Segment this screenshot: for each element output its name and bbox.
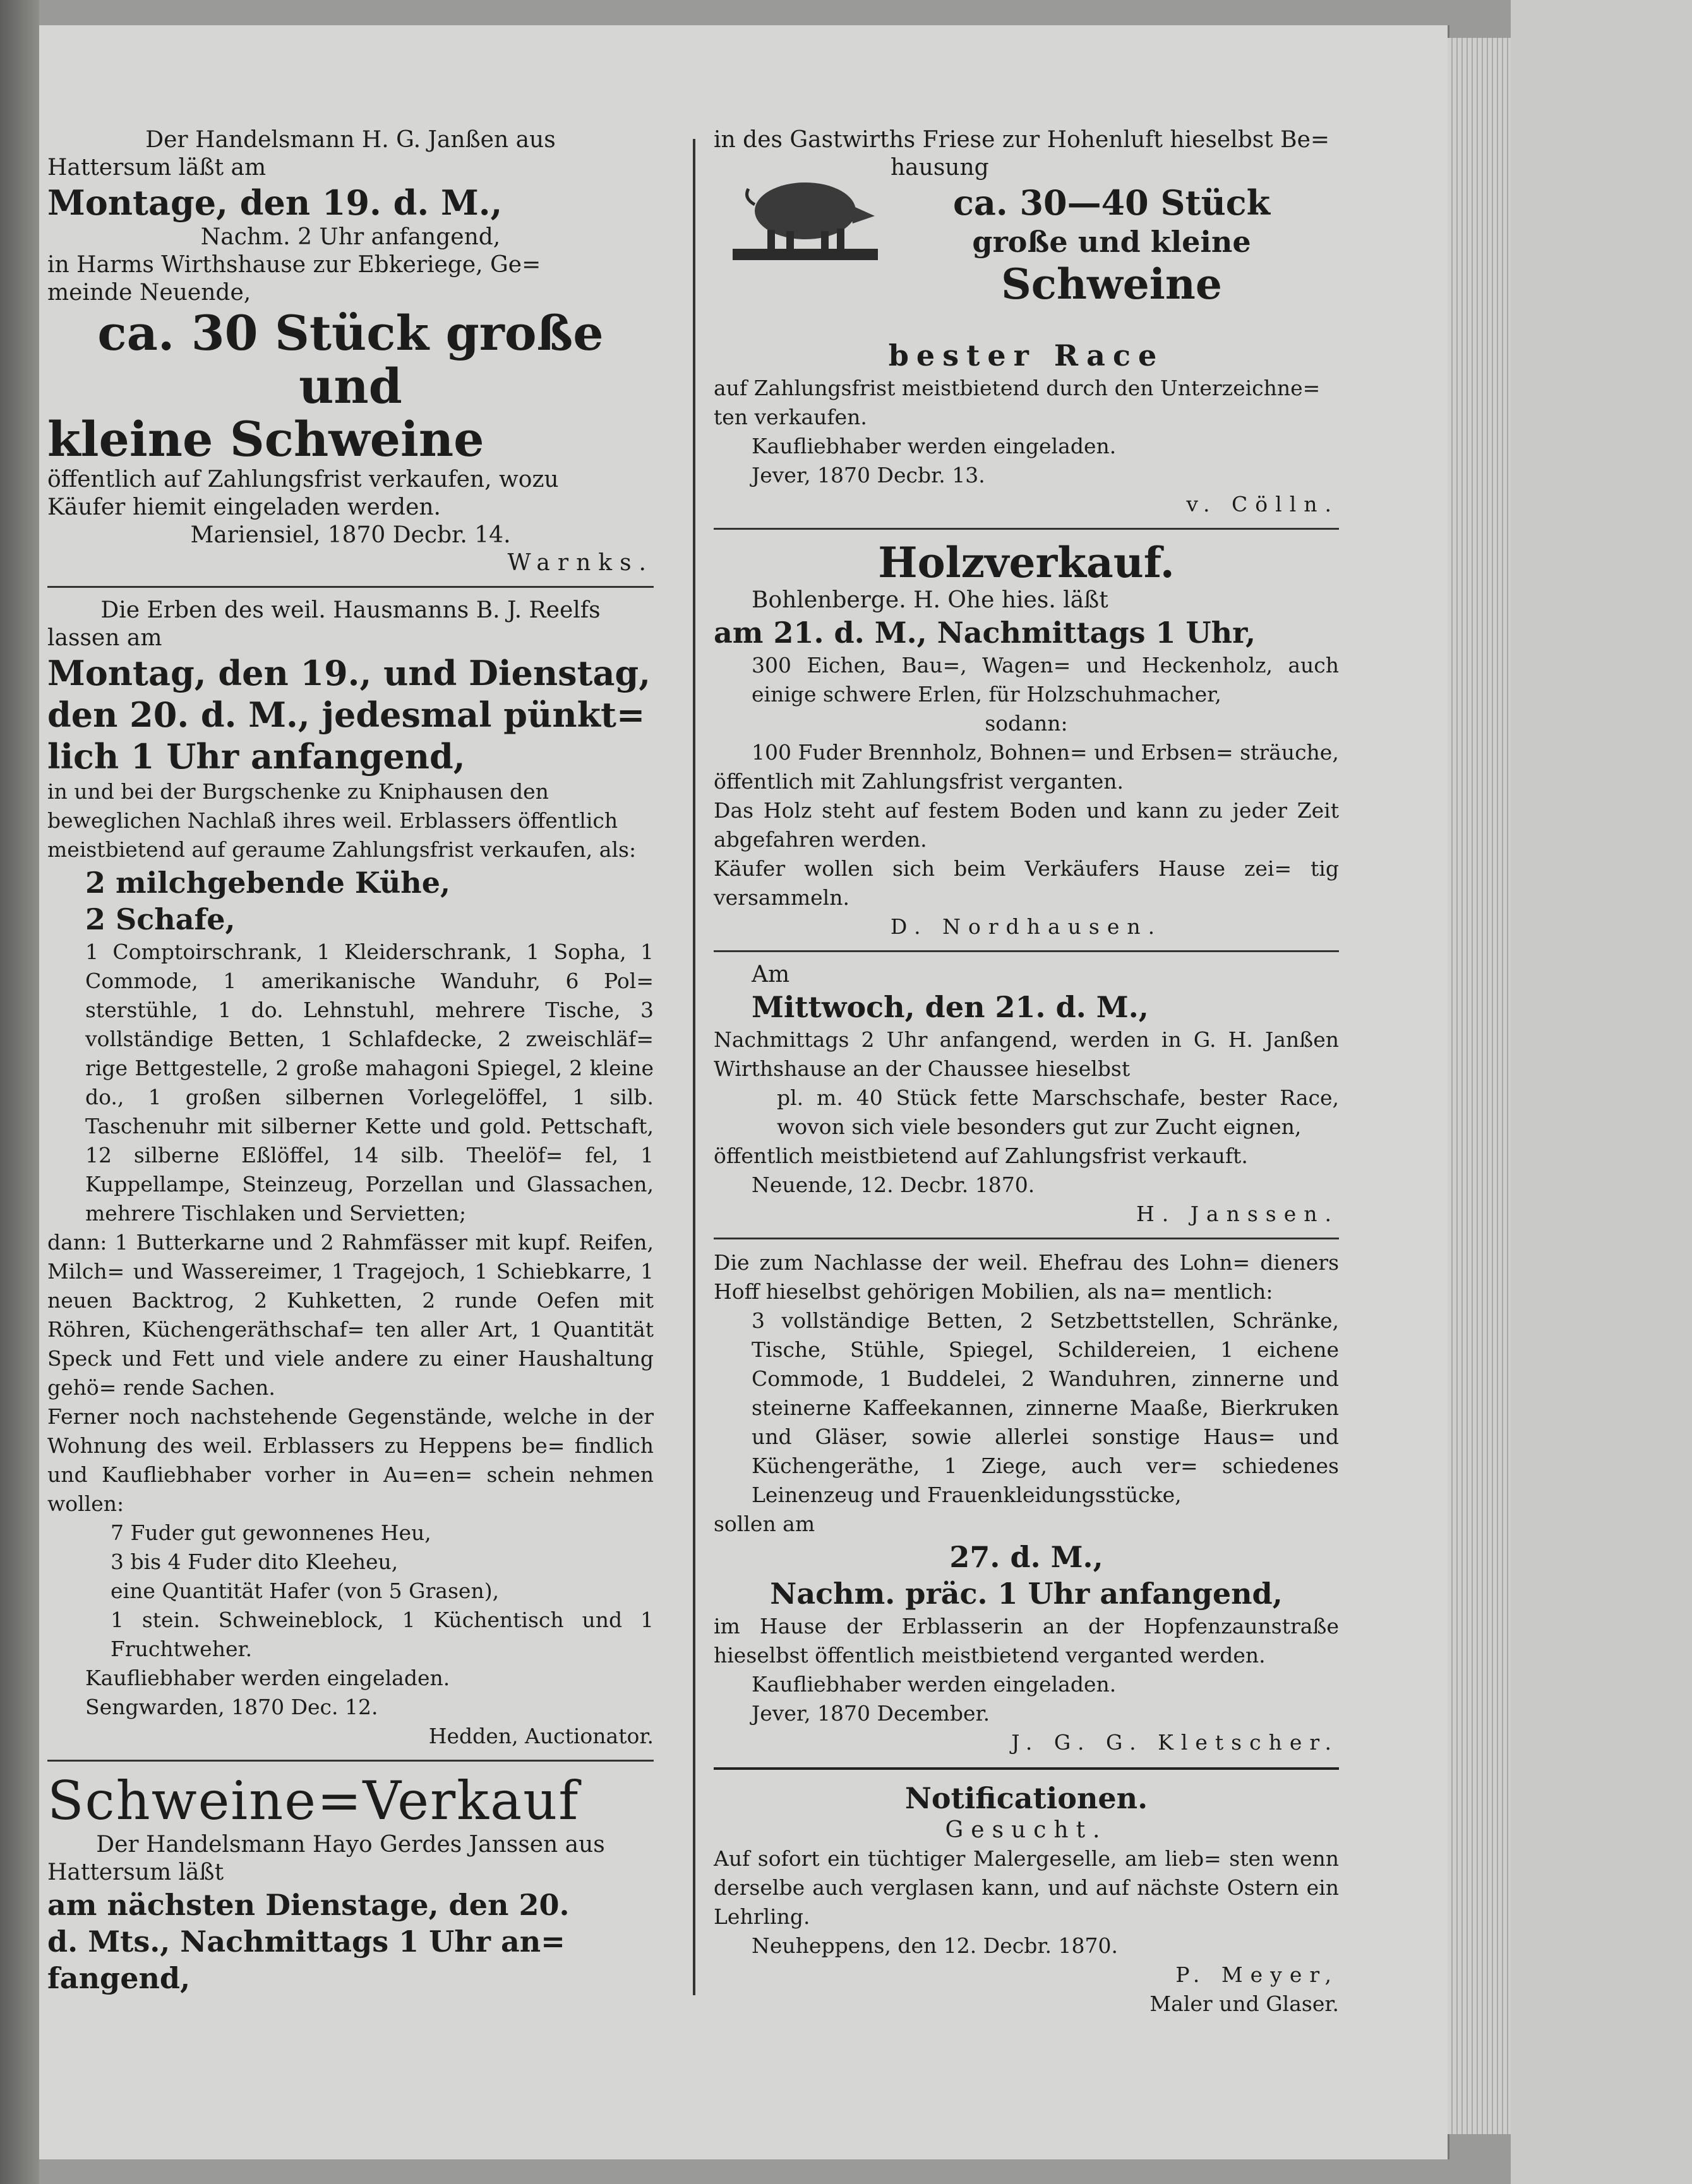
ad-schweine-verkauf xyxy=(47,1770,654,1996)
ad-text: sollen am xyxy=(714,1512,815,1536)
ad-place-date: Mariensiel, 1870 Decbr. 14. xyxy=(190,522,511,548)
ad-item-headline: 2 milchgebende Kühe, xyxy=(85,866,450,900)
ad-item-list: dann: 1 Butterkarne und 2 Rahmfässer mit kupf. Reifen, Milch= und Wassereimer, 1 Tragejoch, 1 Schiebkarre, 1 neuen Backtrog, 2 Kuhketten, 2 runde Oefen mit Röhren, Küchengeräthschaf= ten aller Art, 1 Quantität Speck und Fett und viele andere zu einer Haushaltung gehö= rende Sachen. xyxy=(47,1230,654,1400)
pig-block xyxy=(714,154,1339,337)
ad-date: Montage, den 19. d. M., xyxy=(47,182,503,223)
ad-text: auf Zahlungsfrist meistbietend durch den Unterzeichne= xyxy=(714,376,1321,400)
ad-separator xyxy=(714,950,1339,952)
ad-place-date: Jever, 1870 Decbr. 13. xyxy=(752,463,985,487)
ad-headline: Mittwoch, den 21. d. M., xyxy=(752,990,1149,1024)
ad-item: 3 bis 4 Fuder dito Kleeheu, xyxy=(111,1549,399,1574)
ad-text: Nachmittags 2 Uhr anfangend, werden in G. H. Janßen Wirthshause an der Chaussee hieselbst xyxy=(714,1027,1339,1081)
ad-text: in und bei der Burgschenke zu Kniphausen den xyxy=(47,779,549,804)
ad-item-list: 3 vollständige Betten, 2 Setzbettstellen, Schränke, Tische, Stühle, Spiegel, Schildereien, 1 eichene Commode, 1 Buddelei, 2 Wanduhren, zinnerne und steinerne Kaffeekannen, zinnerne Maaße, Bierkruken und Gläser, sowie allerlei sonstige Haus= und Küchengeräthe, 1 Ziege, auch ver= schiedenes Leinenzeug und Frauenkleidungsstücke, xyxy=(752,1308,1339,1507)
ad-headline: 27. d. M., xyxy=(949,1540,1103,1574)
ad-text: Käufer hiemit eingeladen werden. xyxy=(47,494,441,520)
ad-signature: Hedden, Auctionator. xyxy=(428,1724,654,1748)
ad-headline: große und kleine xyxy=(972,225,1251,259)
column-divider xyxy=(693,139,695,1995)
ad-headline: bester Race xyxy=(888,338,1165,373)
ad-item: 1 stein. Schweineblock, 1 Küchentisch und 1 Fruchtweher. xyxy=(111,1608,654,1661)
section-title: Notificationen. xyxy=(904,1781,1148,1815)
ad-headline: lich 1 Uhr anfangend, xyxy=(47,736,465,777)
ad-text: 100 Fuder Brennholz, Bohnen= und Erbsen= sträuche, xyxy=(752,740,1339,765)
ad-text: Bohlenberge. H. Ohe hies. läßt xyxy=(752,587,1108,613)
ad-invite: Kaufliebhaber werden eingeladen. xyxy=(752,1672,1117,1697)
ad-place-date: Neuheppens, den 12. Decbr. 1870. xyxy=(752,1933,1118,1958)
section-subtitle: Gesucht. xyxy=(945,1817,1108,1843)
ad-place-date: Jever, 1870 December. xyxy=(752,1701,990,1726)
ad-text: 300 Eichen, Bau=, Wagen= und Heckenholz, auch einige schwere Erlen, für Holzschuhmacher, xyxy=(752,653,1339,707)
notifications-section xyxy=(714,1780,1339,2019)
ad-marschschafe xyxy=(714,961,1339,1229)
ad-text: Hattersum läßt am xyxy=(47,155,267,181)
background-right xyxy=(1511,0,1692,2184)
ad-item: 7 Fuder gut gewonnenes Heu, xyxy=(111,1520,431,1545)
ad-separator xyxy=(47,586,654,588)
ad-invite: Kaufliebhaber werden eingeladen. xyxy=(752,434,1117,458)
ad-text: öffentlich meistbietend auf Zahlungsfrist verkauft. xyxy=(714,1143,1248,1168)
ad-signature: D. Nordhausen. xyxy=(890,914,1163,939)
ad-text: meistbietend auf geraume Zahlungsfrist verkaufen, als: xyxy=(47,837,637,862)
ad-text: hausung xyxy=(891,155,989,181)
ad-text: Die zum Nachlasse der weil. Ehefrau des Lohn= dieners Hoff hieselbst gehörigen Mobilien, als na= mentlich: xyxy=(714,1250,1339,1304)
ad-text: ten verkaufen. xyxy=(714,405,867,429)
ad-signature: Warnks. xyxy=(507,550,654,576)
ad-place-date: Neuende, 12. Decbr. 1870. xyxy=(752,1173,1035,1197)
ad-text: Käufer wollen sich beim Verkäufers Hause zei= tig versammeln. xyxy=(714,856,1339,910)
ad-text: Ferner noch nachstehende Gegenstände, welche in der Wohnung des weil. Erblassers zu Heppens be= findlich und Kaufliebhaber vorher in Au=en= schein nehmen wollen: xyxy=(47,1404,654,1516)
ad-text: Am xyxy=(752,962,790,988)
ad-text: meinde Neuende, xyxy=(47,280,251,306)
ad-separator xyxy=(714,528,1339,530)
pig-woodcut-icon xyxy=(733,160,878,268)
ad-signature: H. Janssen. xyxy=(1136,1202,1339,1226)
ad-schweine-friese xyxy=(714,126,1339,519)
ad-text: im Hause der Erblasserin an der Hopfenzaunstraße hieselbst öffentlich meistbietend verganted werden. xyxy=(714,1614,1339,1668)
ad-text: beweglichen Nachlaß ihres weil. Erblassers öffentlich xyxy=(47,808,618,833)
ad-headline: d. Mts., Nachmittags 1 Uhr an= xyxy=(47,1924,565,1959)
ad-text: in Harms Wirthshause zur Ebkeriege, Ge= xyxy=(47,252,541,278)
ad-text: lassen am xyxy=(47,625,162,651)
page-edges xyxy=(1448,38,1511,2134)
ad-title: Schweine=Verkauf xyxy=(47,1770,580,1832)
ad-text: pl. m. 40 Stück fette Marschschafe, bester Race, wovon sich viele besonders gut zur Zucht eignen, xyxy=(777,1085,1339,1139)
ad-holzverkauf xyxy=(714,539,1339,941)
ad-signature: v. Cölln. xyxy=(1186,492,1339,516)
ad-item-headline: 2 Schafe, xyxy=(85,902,236,936)
ad-text: öffentlich mit Zahlungsfrist verganten. xyxy=(714,769,1124,794)
ad-text: sodann: xyxy=(985,711,1068,736)
ad-signature: P. Meyer, xyxy=(1175,1962,1339,1987)
ad-title: Holzverkauf. xyxy=(878,538,1175,587)
ad-text: Hattersum läßt xyxy=(47,1859,224,1885)
ad-signature: Maler und Glaser. xyxy=(1149,1991,1339,2016)
ad-text: Der Handelsmann Hayo Gerdes Janssen aus xyxy=(96,1832,605,1858)
ad-separator xyxy=(714,1238,1339,1239)
ad-text: Der Handelsmann H. G. Janßen aus xyxy=(145,127,556,153)
ad-item: eine Quantität Hafer (von 5 Grasen), xyxy=(111,1578,500,1603)
ad-headline: am nächsten Dienstage, den 20. xyxy=(47,1888,570,1922)
ad-text: in des Gastwirths Friese zur Hohenluft hieselbst Be= xyxy=(714,127,1330,153)
ad-signature: J. G. G. Kletscher. xyxy=(1011,1730,1339,1755)
section-separator xyxy=(714,1767,1339,1770)
ad-invite: Kaufliebhaber werden eingeladen. xyxy=(85,1666,450,1690)
ad-headline: kleine Schweine xyxy=(47,411,484,467)
ad-nachlass-reelfs xyxy=(47,597,654,1751)
ad-text: Auf sofort ein tüchtiger Malergeselle, am lieb= sten wenn derselbe auch verglasen kann, und auf nächste Ostern ein Lehrling. xyxy=(714,1846,1339,1929)
ad-headline: Nachm. präc. 1 Uhr anfangend, xyxy=(770,1577,1283,1611)
ad-place-date: Sengwarden, 1870 Dec. 12. xyxy=(85,1695,378,1719)
ad-headline: am 21. d. M., Nachmittags 1 Uhr, xyxy=(714,616,1256,650)
ad-headline: ca. 30 Stück große und xyxy=(97,305,604,414)
ad-text: Die Erben des weil. Hausmanns B. J. Reelfs xyxy=(100,597,601,623)
ad-schweine-janssen xyxy=(47,126,654,577)
left-column xyxy=(47,126,654,1996)
ad-headline: Montag, den 19., und Dienstag, xyxy=(47,653,651,693)
ad-nachlass-hoff xyxy=(714,1248,1339,1757)
ad-headline: ca. 30—40 Stück xyxy=(952,182,1271,223)
ad-headline: den 20. d. M., jedesmal pünkt= xyxy=(47,695,645,735)
ad-item-list: 1 Comptoirschrank, 1 Kleiderschrank, 1 Sopha, 1 Commode, 1 amerikanische Wanduhr, 6 Pol= sterstühle, 1 do. Lehnstuhl, mehrere Tische, 3 vollständige Betten, 1 Schlafdecke, 2 zweischläf= rige Bettgestelle, 2 große mahagoni Spiegel, 2 kleine do., 1 großen silbernen Vorlegelöffel, 1 silb. Taschenuhr mit silberner Kette und gold. Pettschaft, 12 silberne Eßlöffel, 14 silb. Theelöf= fel, 1 Kuppellampe, Steinzeug, Porzellan und Glassachen, mehrere Tischlaken und Servietten; xyxy=(85,940,654,1226)
ad-separator xyxy=(47,1760,654,1762)
ad-time: Nachm. 2 Uhr anfangend, xyxy=(200,224,501,250)
right-column xyxy=(714,126,1339,2019)
ad-headline: Schweine xyxy=(1001,260,1222,309)
ad-text: öffentlich auf Zahlungsfrist verkaufen, wozu xyxy=(47,467,559,492)
ad-text: Das Holz steht auf festem Boden und kann zu jeder Zeit abgefahren werden. xyxy=(714,798,1339,852)
ad-headline: fangend, xyxy=(47,1961,191,1995)
background-left xyxy=(0,0,39,2184)
